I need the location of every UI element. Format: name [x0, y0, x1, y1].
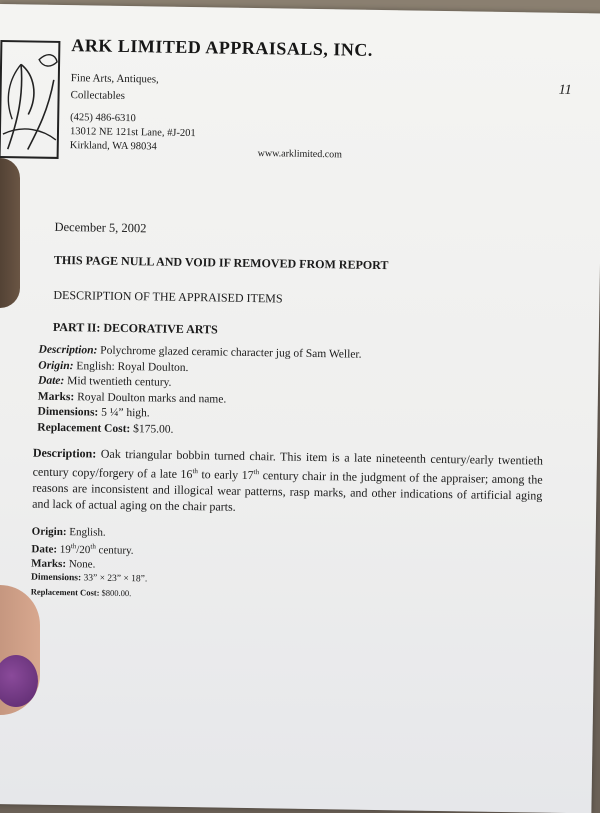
ordinal-sup: th — [90, 542, 96, 551]
section-heading: DESCRIPTION OF THE APPRAISED ITEMS — [53, 287, 283, 306]
address-line-2: Kirkland, WA 98034 — [69, 140, 157, 153]
report-date: December 5, 2002 — [54, 219, 147, 236]
website-url: www.arklimited.com — [257, 148, 343, 161]
item-2-date — [31, 539, 148, 558]
item-2-dimensions — [31, 570, 147, 586]
item-1 — [37, 343, 361, 441]
page-number: 11 — [558, 82, 572, 98]
cost-text: $800.00. — [99, 587, 132, 598]
description-label: Description: — [38, 343, 98, 357]
item-2-description — [32, 445, 543, 520]
origin-text: English: Royal Doulton. — [73, 359, 189, 374]
company-tagline — [70, 70, 159, 105]
date-text: Mid twentieth century. — [64, 375, 172, 389]
date-text-c: century. — [95, 544, 134, 557]
item-2-marks — [31, 556, 147, 572]
description-label: Description: — [32, 445, 97, 461]
appraisal-page — [0, 4, 600, 813]
marks-text: Royal Doulton marks and name. — [74, 390, 227, 406]
company-name: ARK LIMITED APPRAISALS, INC. — [71, 35, 374, 60]
dimensions-label: Dimensions: — [37, 405, 99, 419]
address-line-1: 13012 NE 121st Lane, #J-201 — [69, 126, 196, 140]
null-void-warning: THIS PAGE NULL AND VOID IF REMOVED FROM REPORT — [53, 252, 389, 273]
marks-label: Marks: — [37, 390, 75, 403]
origin-label: Origin: — [31, 525, 67, 539]
description-text-a: Oak triangular bobbin turned chair. This item is a late nineteenth century/early twentieth century copy/forgery of a late 16 — [32, 446, 544, 482]
dimensions-text: 5 ¼” high. — [98, 406, 150, 420]
origin-label: Origin: — [38, 359, 74, 372]
dimensions-label: Dimensions: — [30, 572, 82, 584]
origin-text: English. — [66, 526, 106, 539]
ordinal-sup: th — [253, 468, 260, 477]
cost-label: Replacement Cost: — [30, 586, 100, 598]
ordinal-sup: th — [192, 467, 199, 476]
ordinal-sup: th — [70, 542, 77, 551]
description-text-c: century chair in the judgment of the appraiser; among the reasons are inconsistent and illogical wear patterns, rasp marks, and other indications of artificial aging and lack of actual aging on the chair parts. — [32, 468, 543, 514]
finger-shadow — [0, 158, 20, 308]
phone-number: (425) 486-6310 — [70, 112, 136, 125]
item-2-details — [31, 525, 148, 600]
date-label: Date: — [31, 543, 58, 556]
date-text-b: /20 — [76, 543, 91, 557]
iris-logo-icon — [0, 39, 61, 160]
tagline-line-1: Fine Arts, Antiques, — [70, 72, 159, 86]
date-label: Date: — [37, 374, 65, 388]
cost-label: Replacement Cost: — [37, 421, 131, 435]
dimensions-text: 33” × 23” × 18”. — [81, 573, 148, 585]
marks-text: None. — [65, 557, 96, 571]
cost-text: $175.00. — [130, 422, 174, 436]
description-text-b: to early 17 — [197, 467, 254, 483]
date-text-a: 19 — [56, 543, 71, 556]
item-2-cost — [31, 584, 147, 600]
description-text: Polychrome glazed ceramic character jug of Sam Weller. — [97, 344, 362, 361]
contact-block — [70, 111, 196, 155]
tagline-line-2: Collectables — [70, 89, 126, 102]
part-heading: PART II: DECORATIVE ARTS — [52, 319, 218, 337]
marks-label: Marks: — [31, 557, 67, 570]
